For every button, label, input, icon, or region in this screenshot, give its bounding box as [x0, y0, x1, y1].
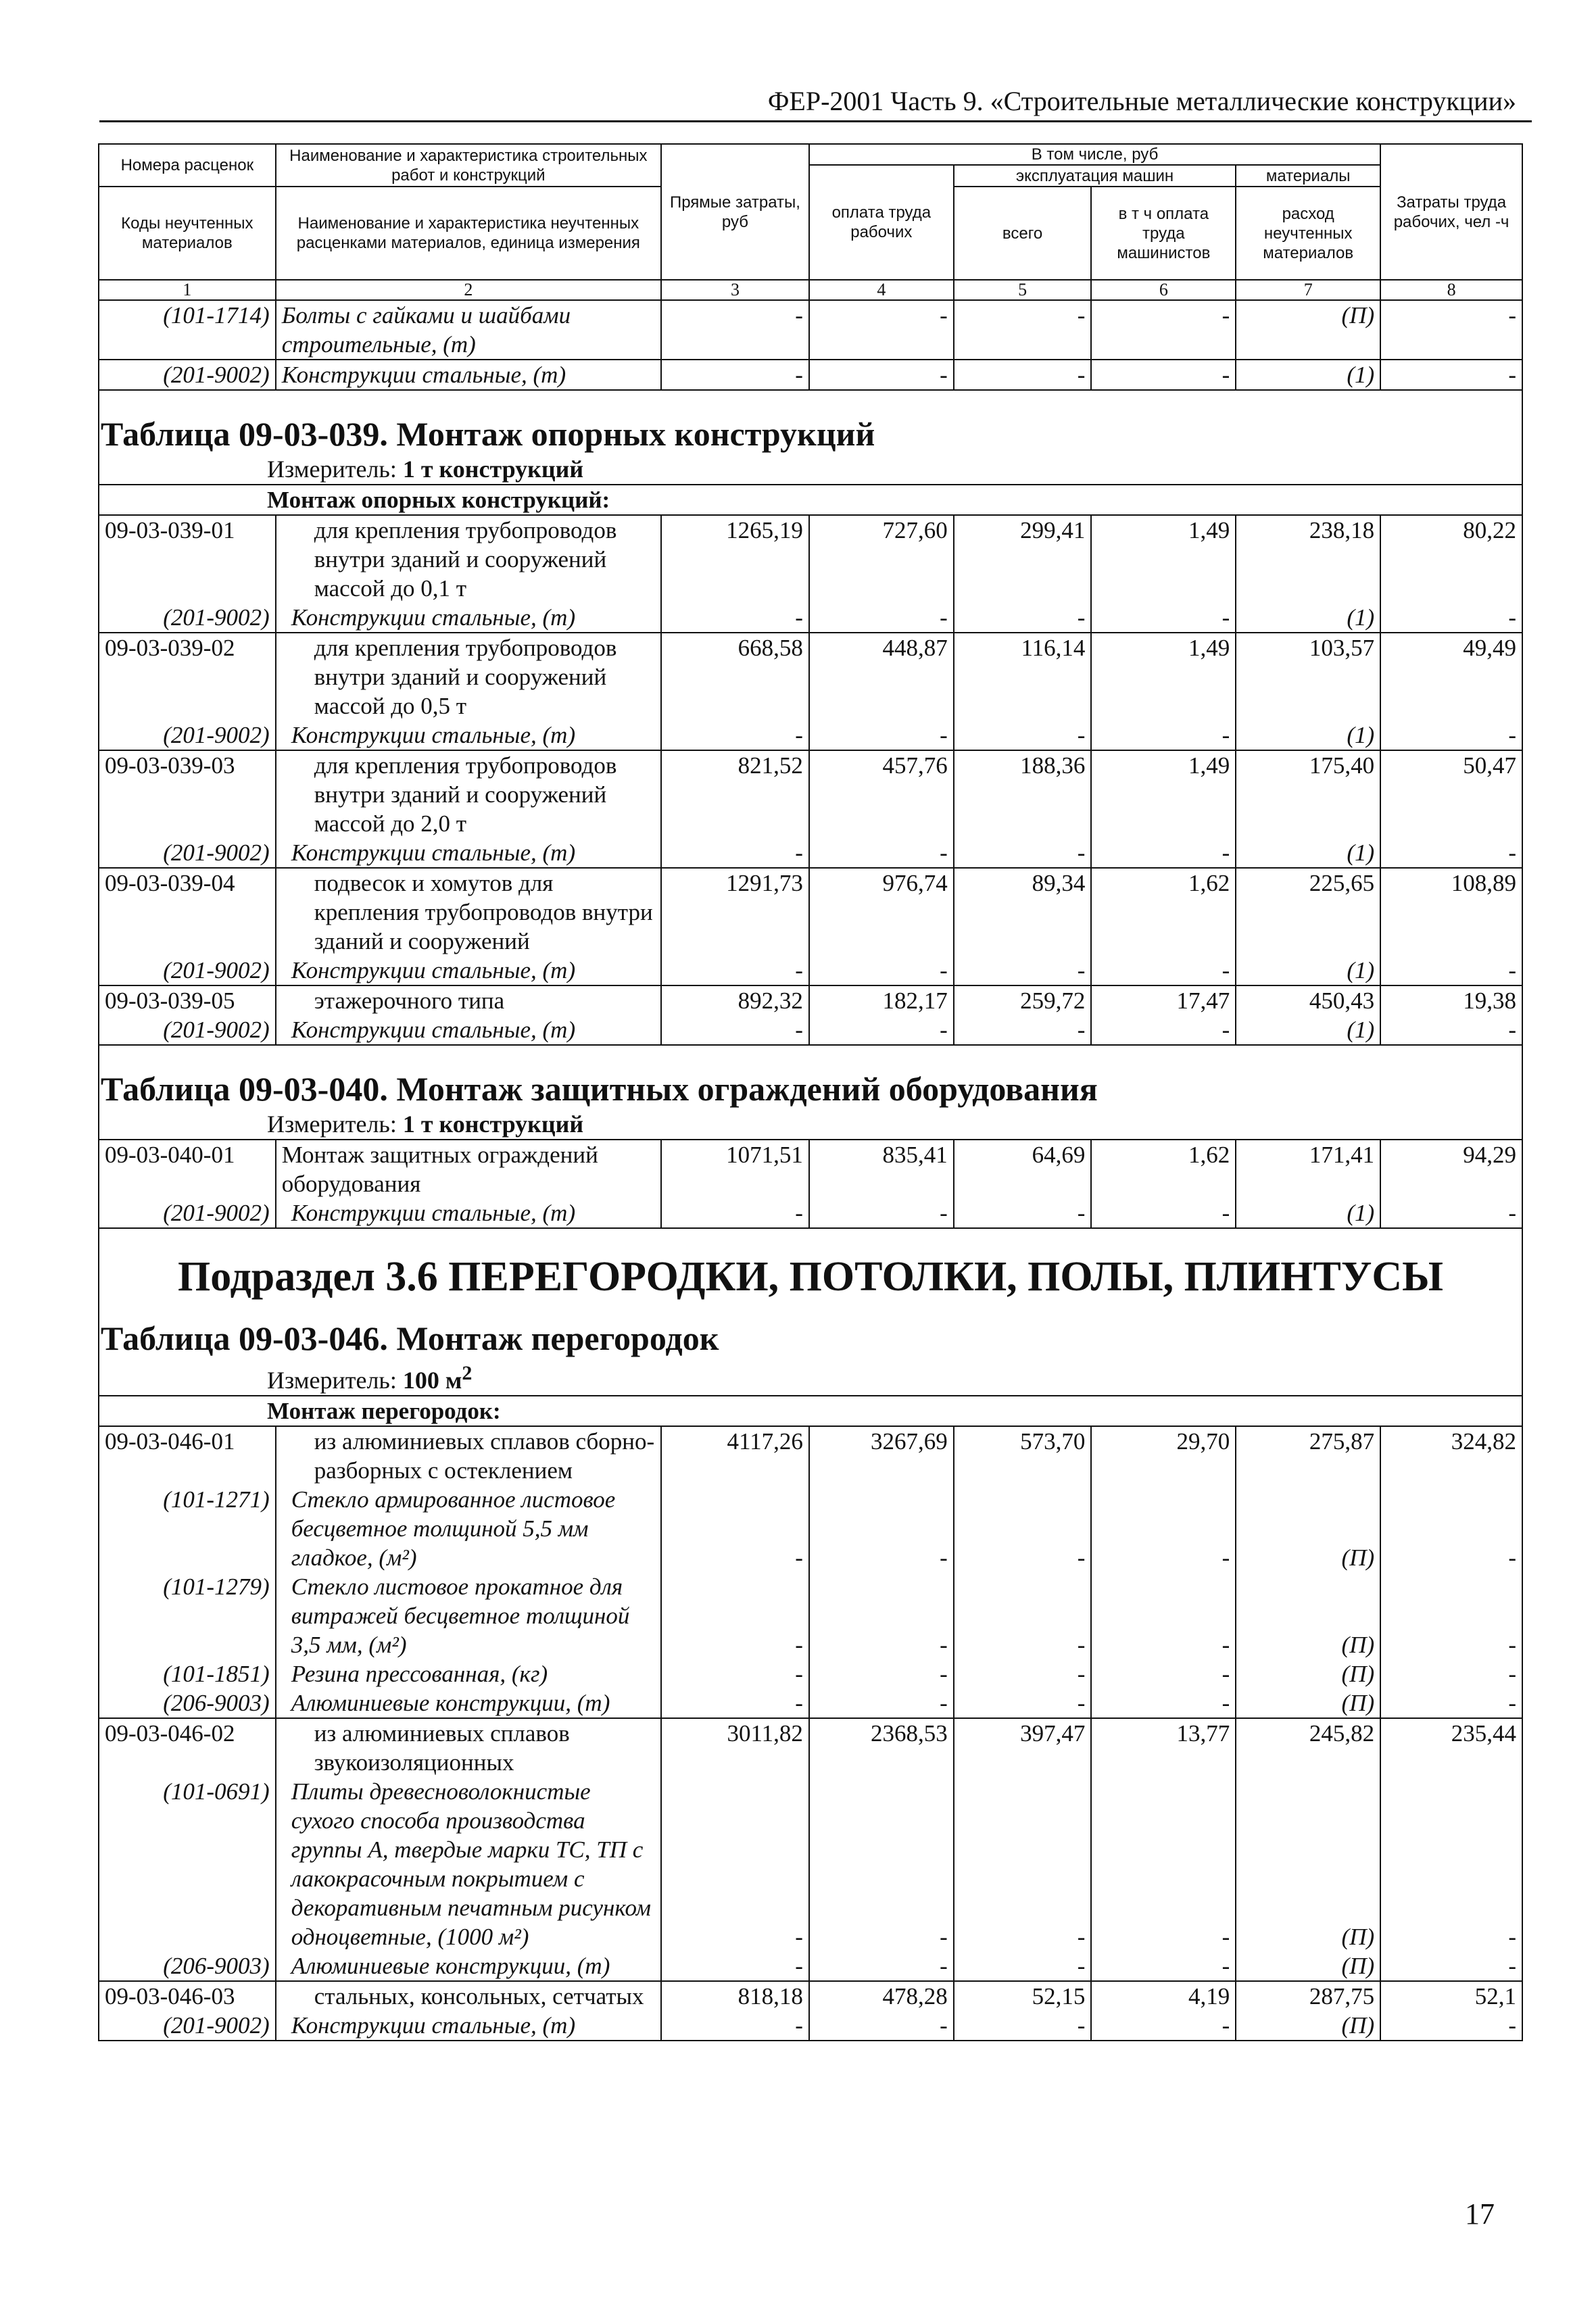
unit-label: Измеритель:	[267, 456, 397, 483]
material-name: Стекло армированное листовое бесцветное толщиной 5,5 мм гладкое, (м²)	[276, 1485, 661, 1572]
rate-name: из алюминиевых сплавов сборно-разборных с остеклением	[276, 1426, 661, 1485]
value-cell: 448,87	[809, 633, 954, 721]
col-head-machines-labor: в т ч оплата труда машинистов	[1091, 187, 1236, 280]
table-039-rows	[99, 515, 1522, 1045]
rate-name: из алюминиевых сплавов звукоизоляционных	[276, 1718, 661, 1777]
material-code: (101-1271)	[99, 1485, 276, 1572]
value-cell: 4,19	[1091, 1981, 1236, 2011]
value-cell: -	[661, 1777, 809, 1951]
value-cell: (1)	[1236, 838, 1380, 868]
value-cell: -	[954, 2011, 1092, 2041]
value-cell: (П)	[1236, 1688, 1380, 1718]
value-cell: -	[1380, 1485, 1522, 1572]
value-cell: -	[1091, 1198, 1236, 1228]
value-cell: -	[1380, 1659, 1522, 1688]
value-cell: 4117,26	[661, 1426, 809, 1485]
value-cell: 1,62	[1091, 868, 1236, 956]
value-cell: 175,40	[1236, 750, 1380, 838]
unit-label: Измеритель:	[267, 1111, 397, 1138]
value-cell: 116,14	[954, 633, 1092, 721]
col-head-direct-costs: Прямые затраты, руб	[661, 144, 809, 280]
rate-code: 09-03-039-03	[99, 750, 276, 838]
col-head-materials: материалы	[1236, 165, 1380, 187]
value-cell: 29,70	[1091, 1426, 1236, 1485]
value-cell: 171,41	[1236, 1140, 1380, 1198]
col-head-name: Наименование и характеристика строительных работ и конструкций	[276, 144, 661, 187]
material-row	[99, 1198, 1522, 1228]
material-code: (206-9003)	[99, 1688, 276, 1718]
material-row	[99, 956, 1522, 985]
unit-sup: 2	[462, 1362, 473, 1384]
material-name: Болты с гайками и шайбами строительные, (т)	[276, 300, 661, 360]
value-cell: 3267,69	[809, 1426, 954, 1485]
rate-row	[99, 1426, 1522, 1485]
col-num: 2	[276, 280, 661, 300]
value-cell: -	[809, 1659, 954, 1688]
value-cell: (1)	[1236, 603, 1380, 633]
value-cell: 1,49	[1091, 515, 1236, 603]
value-cell: 1071,51	[661, 1140, 809, 1198]
value-cell: 52,1	[1380, 1981, 1522, 2011]
value-cell: 13,77	[1091, 1718, 1236, 1777]
value-cell: -	[954, 721, 1092, 750]
value-cell: -	[1091, 300, 1236, 360]
value-cell: -	[1380, 838, 1522, 868]
material-row	[99, 721, 1522, 750]
value-cell: 188,36	[954, 750, 1092, 838]
value-cell: 245,82	[1236, 1718, 1380, 1777]
material-row	[99, 603, 1522, 633]
value-cell: 17,47	[1091, 985, 1236, 1015]
material-name: Алюминиевые конструкции, (т)	[276, 1688, 661, 1718]
rate-code: 09-03-046-01	[99, 1426, 276, 1485]
rate-name: подвесок и хомутов для крепления трубопроводов внутри зданий и сооружений	[276, 868, 661, 956]
material-row	[99, 1688, 1522, 1718]
col-head-labor-costs: Затраты труда рабочих, чел -ч	[1380, 144, 1522, 280]
value-cell: -	[1380, 1015, 1522, 1045]
material-name: Конструкции стальные, (т)	[276, 1198, 661, 1228]
value-cell: 287,75	[1236, 1981, 1380, 2011]
value-cell: 225,65	[1236, 868, 1380, 956]
material-code: (201-9002)	[99, 2011, 276, 2041]
value-cell: -	[661, 721, 809, 750]
value-cell: 299,41	[954, 515, 1092, 603]
value-cell: 64,69	[954, 1140, 1092, 1198]
value-cell: (П)	[1236, 1659, 1380, 1688]
value-cell: -	[1380, 603, 1522, 633]
value-cell: 259,72	[954, 985, 1092, 1015]
rate-code: 09-03-046-02	[99, 1718, 276, 1777]
value-cell: 1,62	[1091, 1140, 1236, 1198]
value-cell: -	[954, 1688, 1092, 1718]
value-cell: -	[661, 1198, 809, 1228]
value-cell: -	[809, 956, 954, 985]
value-cell: -	[1380, 1572, 1522, 1659]
value-cell: 821,52	[661, 750, 809, 838]
material-code: (201-9002)	[99, 956, 276, 985]
table-039-title: Таблица 09-03-039. Монтаж опорных конструкций	[101, 415, 875, 453]
value-cell: -	[661, 300, 809, 360]
value-cell: -	[1091, 360, 1236, 390]
col-num: 1	[99, 280, 276, 300]
col-head-including: В том числе, руб	[809, 144, 1380, 165]
material-name: Резина прессованная, (кг)	[276, 1659, 661, 1688]
rate-row	[99, 1140, 1522, 1198]
value-cell: -	[809, 360, 954, 390]
value-cell: -	[809, 721, 954, 750]
material-row	[99, 1572, 1522, 1659]
table-039-unit	[99, 454, 1522, 484]
value-cell: -	[954, 1659, 1092, 1688]
value-cell: -	[661, 2011, 809, 2041]
material-code: (201-9002)	[99, 1198, 276, 1228]
col-head-labor-pay: оплата труда рабочих	[809, 165, 954, 280]
value-cell: -	[1091, 1951, 1236, 1981]
rate-code: 09-03-040-01	[99, 1140, 276, 1198]
value-cell: -	[661, 1659, 809, 1688]
material-row	[99, 1777, 1522, 1951]
value-cell: -	[661, 1485, 809, 1572]
material-row	[99, 1485, 1522, 1572]
section-title: Подраздел 3.6 ПЕРЕГОРОДКИ, ПОТОЛКИ, ПОЛЫ, ПЛИНТУСЫ	[178, 1254, 1443, 1300]
unit-value: 100 м	[402, 1367, 462, 1394]
value-cell: -	[809, 2011, 954, 2041]
table-039-subtitle: Монтаж опорных конструкций:	[99, 485, 1522, 515]
value-cell: (1)	[1236, 721, 1380, 750]
material-name: Конструкции стальные, (т)	[276, 1015, 661, 1045]
rate-code: 09-03-046-03	[99, 1981, 276, 2011]
rate-row	[99, 1981, 1522, 2011]
value-cell: -	[661, 838, 809, 868]
table-040-title: Таблица 09-03-040. Монтаж защитных ограждений оборудования	[101, 1070, 1098, 1108]
rate-name: Монтаж защитных ограждений оборудования	[276, 1140, 661, 1198]
value-cell: -	[954, 300, 1092, 360]
col-num: 6	[1091, 280, 1236, 300]
value-cell: -	[1091, 2011, 1236, 2041]
value-cell: -	[809, 838, 954, 868]
section-block	[99, 1228, 1522, 1396]
value-cell: -	[1380, 300, 1522, 360]
value-cell: (1)	[1236, 1198, 1380, 1228]
value-cell: (П)	[1236, 2011, 1380, 2041]
value-cell: -	[661, 1015, 809, 1045]
unit-value: 1 т конструкций	[402, 1111, 584, 1138]
material-row	[99, 838, 1522, 868]
value-cell: -	[1380, 956, 1522, 985]
material-code: (101-1851)	[99, 1659, 276, 1688]
value-cell: (1)	[1236, 360, 1380, 390]
material-code: (201-9002)	[99, 838, 276, 868]
col-num: 8	[1380, 280, 1522, 300]
value-cell: -	[1091, 1485, 1236, 1572]
value-cell: 1291,73	[661, 868, 809, 956]
material-name: Конструкции стальные, (т)	[276, 2011, 661, 2041]
page-number: 17	[1465, 2197, 1495, 2231]
material-code: (201-9002)	[99, 1015, 276, 1045]
value-cell: -	[1091, 1777, 1236, 1951]
value-cell: 3011,82	[661, 1718, 809, 1777]
value-cell: 727,60	[809, 515, 954, 603]
value-cell: 450,43	[1236, 985, 1380, 1015]
value-cell: -	[1380, 1951, 1522, 1981]
value-cell: -	[809, 603, 954, 633]
value-cell: -	[1380, 1198, 1522, 1228]
value-cell: 976,74	[809, 868, 954, 956]
rate-name: для крепления трубопроводов внутри зданий и сооружений массой до 0,5 т	[276, 633, 661, 721]
material-row	[99, 2011, 1522, 2041]
value-cell: -	[954, 956, 1092, 985]
value-cell: 668,58	[661, 633, 809, 721]
value-cell: 835,41	[809, 1140, 954, 1198]
col-num: 4	[809, 280, 954, 300]
col-head-mat-codes: Коды неучтенных материалов	[99, 187, 276, 280]
value-cell: -	[809, 1777, 954, 1951]
table-040-title-block	[99, 1045, 1522, 1140]
value-cell: 324,82	[1380, 1426, 1522, 1485]
value-cell: -	[661, 360, 809, 390]
value-cell: 182,17	[809, 985, 954, 1015]
col-num: 5	[954, 280, 1092, 300]
table-040-head	[99, 1045, 1522, 1140]
rate-row	[99, 1718, 1522, 1777]
col-head-mat-names: Наименование и характеристика неучтенных расценками материалов, единица измерения	[276, 187, 661, 280]
value-cell: 478,28	[809, 1981, 954, 2011]
value-cell: -	[661, 1951, 809, 1981]
value-cell: 19,38	[1380, 985, 1522, 1015]
value-cell: 2368,53	[809, 1718, 954, 1777]
value-cell: -	[954, 1572, 1092, 1659]
material-name: Конструкции стальные, (т)	[276, 838, 661, 868]
material-code: (101-1714)	[99, 300, 276, 360]
material-code: (201-9002)	[99, 360, 276, 390]
col-head-machines: эксплуатация машин	[954, 165, 1236, 187]
value-cell: -	[661, 1688, 809, 1718]
value-cell: -	[809, 1688, 954, 1718]
col-num: 7	[1236, 280, 1380, 300]
value-cell: 1,49	[1091, 750, 1236, 838]
material-code: (201-9002)	[99, 603, 276, 633]
running-header: ФЕР-2001 Часть 9. «Строительные металлические конструкции»	[767, 86, 1516, 116]
value-cell: -	[1091, 1688, 1236, 1718]
rate-row	[99, 868, 1522, 956]
value-cell: -	[954, 1015, 1092, 1045]
value-cell: 1,49	[1091, 633, 1236, 721]
rate-row	[99, 985, 1522, 1015]
material-name: Стекло листовое прокатное для витражей бесцветное толщиной 3,5 мм, (м²)	[276, 1572, 661, 1659]
value-cell: -	[1091, 1659, 1236, 1688]
table-040-unit	[99, 1109, 1522, 1139]
value-cell: -	[1380, 360, 1522, 390]
rate-name: для крепления трубопроводов внутри зданий и сооружений массой до 2,0 т	[276, 750, 661, 838]
material-name: Конструкции стальные, (т)	[276, 360, 661, 390]
value-cell: -	[1091, 1572, 1236, 1659]
value-cell: 108,89	[1380, 868, 1522, 956]
value-cell: -	[809, 1485, 954, 1572]
col-head-materials-use: расход неучтенных материалов	[1236, 187, 1380, 280]
table-046-subtitle: Монтаж перегородок:	[99, 1396, 1522, 1426]
rate-row	[99, 515, 1522, 603]
material-code: (101-0691)	[99, 1777, 276, 1951]
value-cell: (1)	[1236, 956, 1380, 985]
value-cell: 94,29	[1380, 1140, 1522, 1198]
rate-code: 09-03-039-04	[99, 868, 276, 956]
value-cell: -	[954, 1485, 1092, 1572]
value-cell: -	[661, 1572, 809, 1659]
value-cell: (П)	[1236, 300, 1380, 360]
material-name: Конструкции стальные, (т)	[276, 603, 661, 633]
value-cell: -	[1091, 603, 1236, 633]
value-cell: -	[954, 1777, 1092, 1951]
header-rule	[99, 120, 1532, 122]
value-cell: 238,18	[1236, 515, 1380, 603]
material-row	[99, 360, 1522, 390]
value-cell: -	[1091, 1015, 1236, 1045]
material-row	[99, 300, 1522, 360]
value-cell: -	[809, 1198, 954, 1228]
rate-row	[99, 750, 1522, 838]
value-cell: -	[1380, 1688, 1522, 1718]
rate-name: этажерочного типа	[276, 985, 661, 1015]
table-header	[99, 144, 1522, 300]
unit-label: Измеритель:	[267, 1367, 397, 1394]
value-cell: 275,87	[1236, 1426, 1380, 1485]
value-cell: (П)	[1236, 1777, 1380, 1951]
material-name: Конструкции стальные, (т)	[276, 721, 661, 750]
table-046-title: Таблица 09-03-046. Монтаж перегородок	[101, 1319, 719, 1357]
rate-name: для крепления трубопроводов внутри зданий и сооружений массой до 0,1 т	[276, 515, 661, 603]
value-cell: 892,32	[661, 985, 809, 1015]
value-cell: -	[1380, 1777, 1522, 1951]
value-cell: -	[1091, 721, 1236, 750]
material-row	[99, 1951, 1522, 1981]
material-name: Алюминиевые конструкции, (т)	[276, 1951, 661, 1981]
rate-name: стальных, консольных, сетчатых	[276, 1981, 661, 2011]
value-cell: (П)	[1236, 1485, 1380, 1572]
value-cell: -	[1091, 838, 1236, 868]
value-cell: 573,70	[954, 1426, 1092, 1485]
value-cell: 80,22	[1380, 515, 1522, 603]
value-cell: 49,49	[1380, 633, 1522, 721]
value-cell: -	[809, 1951, 954, 1981]
value-cell: 818,18	[661, 1981, 809, 2011]
value-cell: -	[954, 1198, 1092, 1228]
material-code: (201-9002)	[99, 721, 276, 750]
value-cell: -	[954, 1951, 1092, 1981]
value-cell: -	[954, 360, 1092, 390]
col-head-machines-total: всего	[954, 187, 1092, 280]
material-row	[99, 1015, 1522, 1045]
col-head-rates: Номера расценок	[99, 144, 276, 187]
table-046-rows	[99, 1426, 1522, 2041]
value-cell: -	[809, 1015, 954, 1045]
material-name: Конструкции стальные, (т)	[276, 956, 661, 985]
rate-code: 09-03-039-05	[99, 985, 276, 1015]
unit-value: 1 т конструкций	[402, 456, 584, 483]
value-cell: -	[1380, 721, 1522, 750]
material-code: (101-1279)	[99, 1572, 276, 1659]
value-cell: -	[661, 956, 809, 985]
col-num: 3	[661, 280, 809, 300]
value-cell: -	[1380, 2011, 1522, 2041]
value-cell: -	[1091, 956, 1236, 985]
rate-row	[99, 633, 1522, 721]
value-cell: 103,57	[1236, 633, 1380, 721]
material-code: (206-9003)	[99, 1951, 276, 1981]
value-cell: -	[954, 603, 1092, 633]
table-046-unit	[99, 1359, 1522, 1395]
rate-code: 09-03-039-02	[99, 633, 276, 721]
material-row	[99, 1659, 1522, 1688]
table-039-title-block	[99, 390, 1522, 485]
value-cell: 89,34	[954, 868, 1092, 956]
price-table	[98, 143, 1523, 2041]
value-cell: (1)	[1236, 1015, 1380, 1045]
table-040-rows	[99, 1140, 1522, 1228]
value-cell: 235,44	[1380, 1718, 1522, 1777]
value-cell: -	[661, 603, 809, 633]
value-cell: 1265,19	[661, 515, 809, 603]
value-cell: 50,47	[1380, 750, 1522, 838]
value-cell: 397,47	[954, 1718, 1092, 1777]
table-body	[99, 300, 1522, 515]
value-cell: (П)	[1236, 1572, 1380, 1659]
value-cell: 457,76	[809, 750, 954, 838]
material-name: Плиты древесноволокнистые сухого способа производства группы А, твердые марки ТС, ТП с лакокрасочным покрытием с декоративным печатным рисунком одноцветные, (1000 м²)	[276, 1777, 661, 1951]
value-cell: -	[809, 300, 954, 360]
rate-code: 09-03-039-01	[99, 515, 276, 603]
value-cell: -	[809, 1572, 954, 1659]
value-cell: -	[954, 838, 1092, 868]
value-cell: (П)	[1236, 1951, 1380, 1981]
section-046-head	[99, 1228, 1522, 1426]
value-cell: 52,15	[954, 1981, 1092, 2011]
